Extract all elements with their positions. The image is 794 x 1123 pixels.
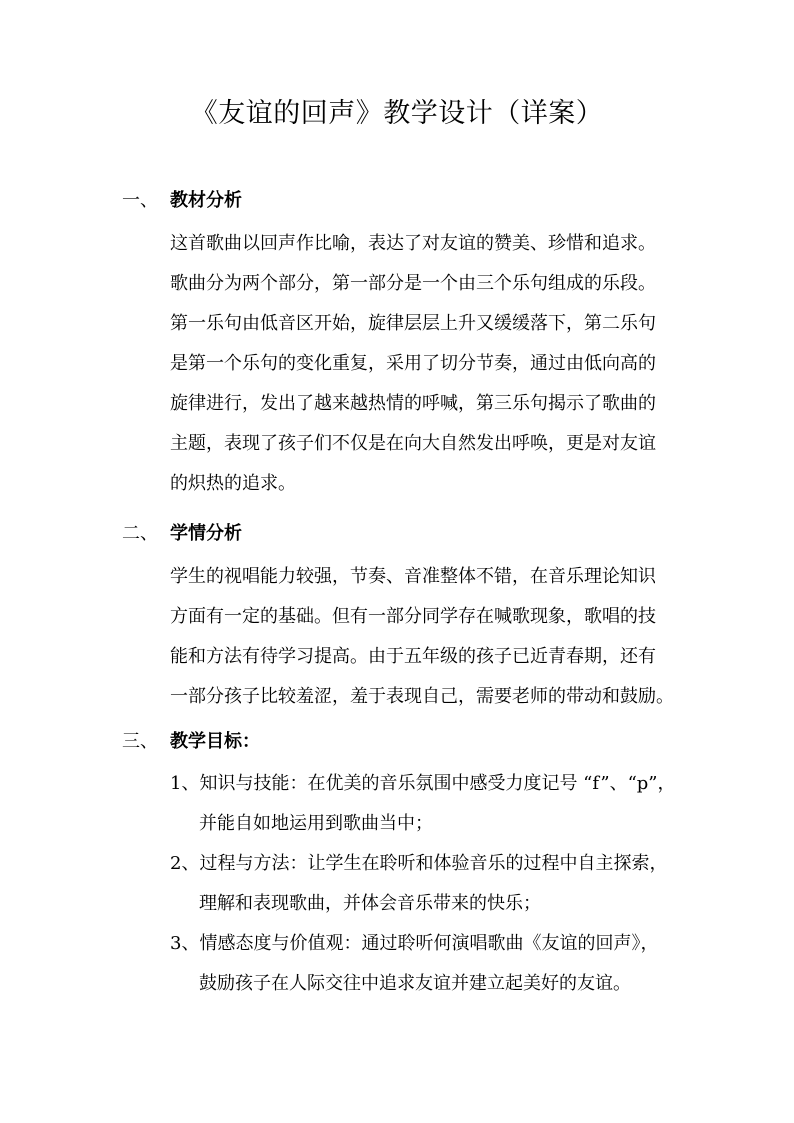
- objective-item-3-continued: 鼓励孩子在人际交往中追求友谊并建立起美好的友谊。: [199, 973, 631, 994]
- objective-item-2-continued: 理解和表现歌曲，并体会音乐带来的快乐；: [199, 893, 541, 914]
- section-title: 教材分析: [170, 190, 242, 211]
- section-title: 学情分析: [170, 523, 242, 544]
- document-title: 《友谊的回声》教学设计（详案）: [190, 98, 604, 129]
- objective-item-1-continued: 并能自如地运用到歌曲当中；: [199, 813, 433, 834]
- section-number: 一、: [122, 190, 158, 211]
- paragraph-line: 主题，表现了孩子们不仅是在向大自然发出呼唤，更是对友谊: [170, 433, 656, 454]
- section-1-paragraph: [170, 224, 680, 504]
- paragraph-line: 一部分孩子比较羞涩，羞于表现自己，需要老师的带动和鼓励。: [170, 686, 674, 707]
- paragraph-line: 学生的视唱能力较强，节奏、音准整体不错，在音乐理论知识: [170, 566, 656, 587]
- paragraph-line: 的炽热的追求。: [170, 473, 296, 494]
- section-heading-3: [122, 727, 260, 757]
- paragraph-line: 旋律进行，发出了越来越热情的呼喊，第三乐句揭示了歌曲的: [170, 393, 656, 414]
- objective-item-3: 3、情感态度与价值观：通过聆听何演唱歌曲《友谊的回声》，: [170, 933, 659, 954]
- section-number: 二、: [122, 523, 158, 544]
- section-heading-1: [122, 186, 242, 216]
- paragraph-line: 是第一个乐句的变化重复，采用了切分节奏，通过由低向高的: [170, 353, 656, 374]
- section-title: 教学目标：: [170, 731, 260, 752]
- section-2-paragraph: [170, 557, 680, 717]
- objectives-list: [170, 764, 680, 1004]
- objective-item-2: 2、过程与方法：让学生在聆听和体验音乐的过程中自主探索，: [170, 853, 668, 874]
- section-heading-2: [122, 519, 242, 549]
- section-number: 三、: [122, 731, 158, 752]
- paragraph-line: 能和方法有待学习提高。由于五年级的孩子已近青春期，还有: [170, 646, 656, 667]
- paragraph-line: 歌曲分为两个部分，第一部分是一个由三个乐句组成的乐段。: [170, 273, 656, 294]
- paragraph-line: 第一乐句由低音区开始，旋律层层上升又缓缓落下，第二乐句: [170, 313, 656, 334]
- objective-item-1: 1、知识与技能：在优美的音乐氛围中感受力度记号 “f”、“p”，: [170, 773, 676, 794]
- paragraph-line: 方面有一定的基础。但有一部分同学存在喊歌现象，歌唱的技: [170, 606, 656, 627]
- paragraph-line: 这首歌曲以回声作比喻，表达了对友谊的赞美、珍惜和追求。: [170, 233, 656, 254]
